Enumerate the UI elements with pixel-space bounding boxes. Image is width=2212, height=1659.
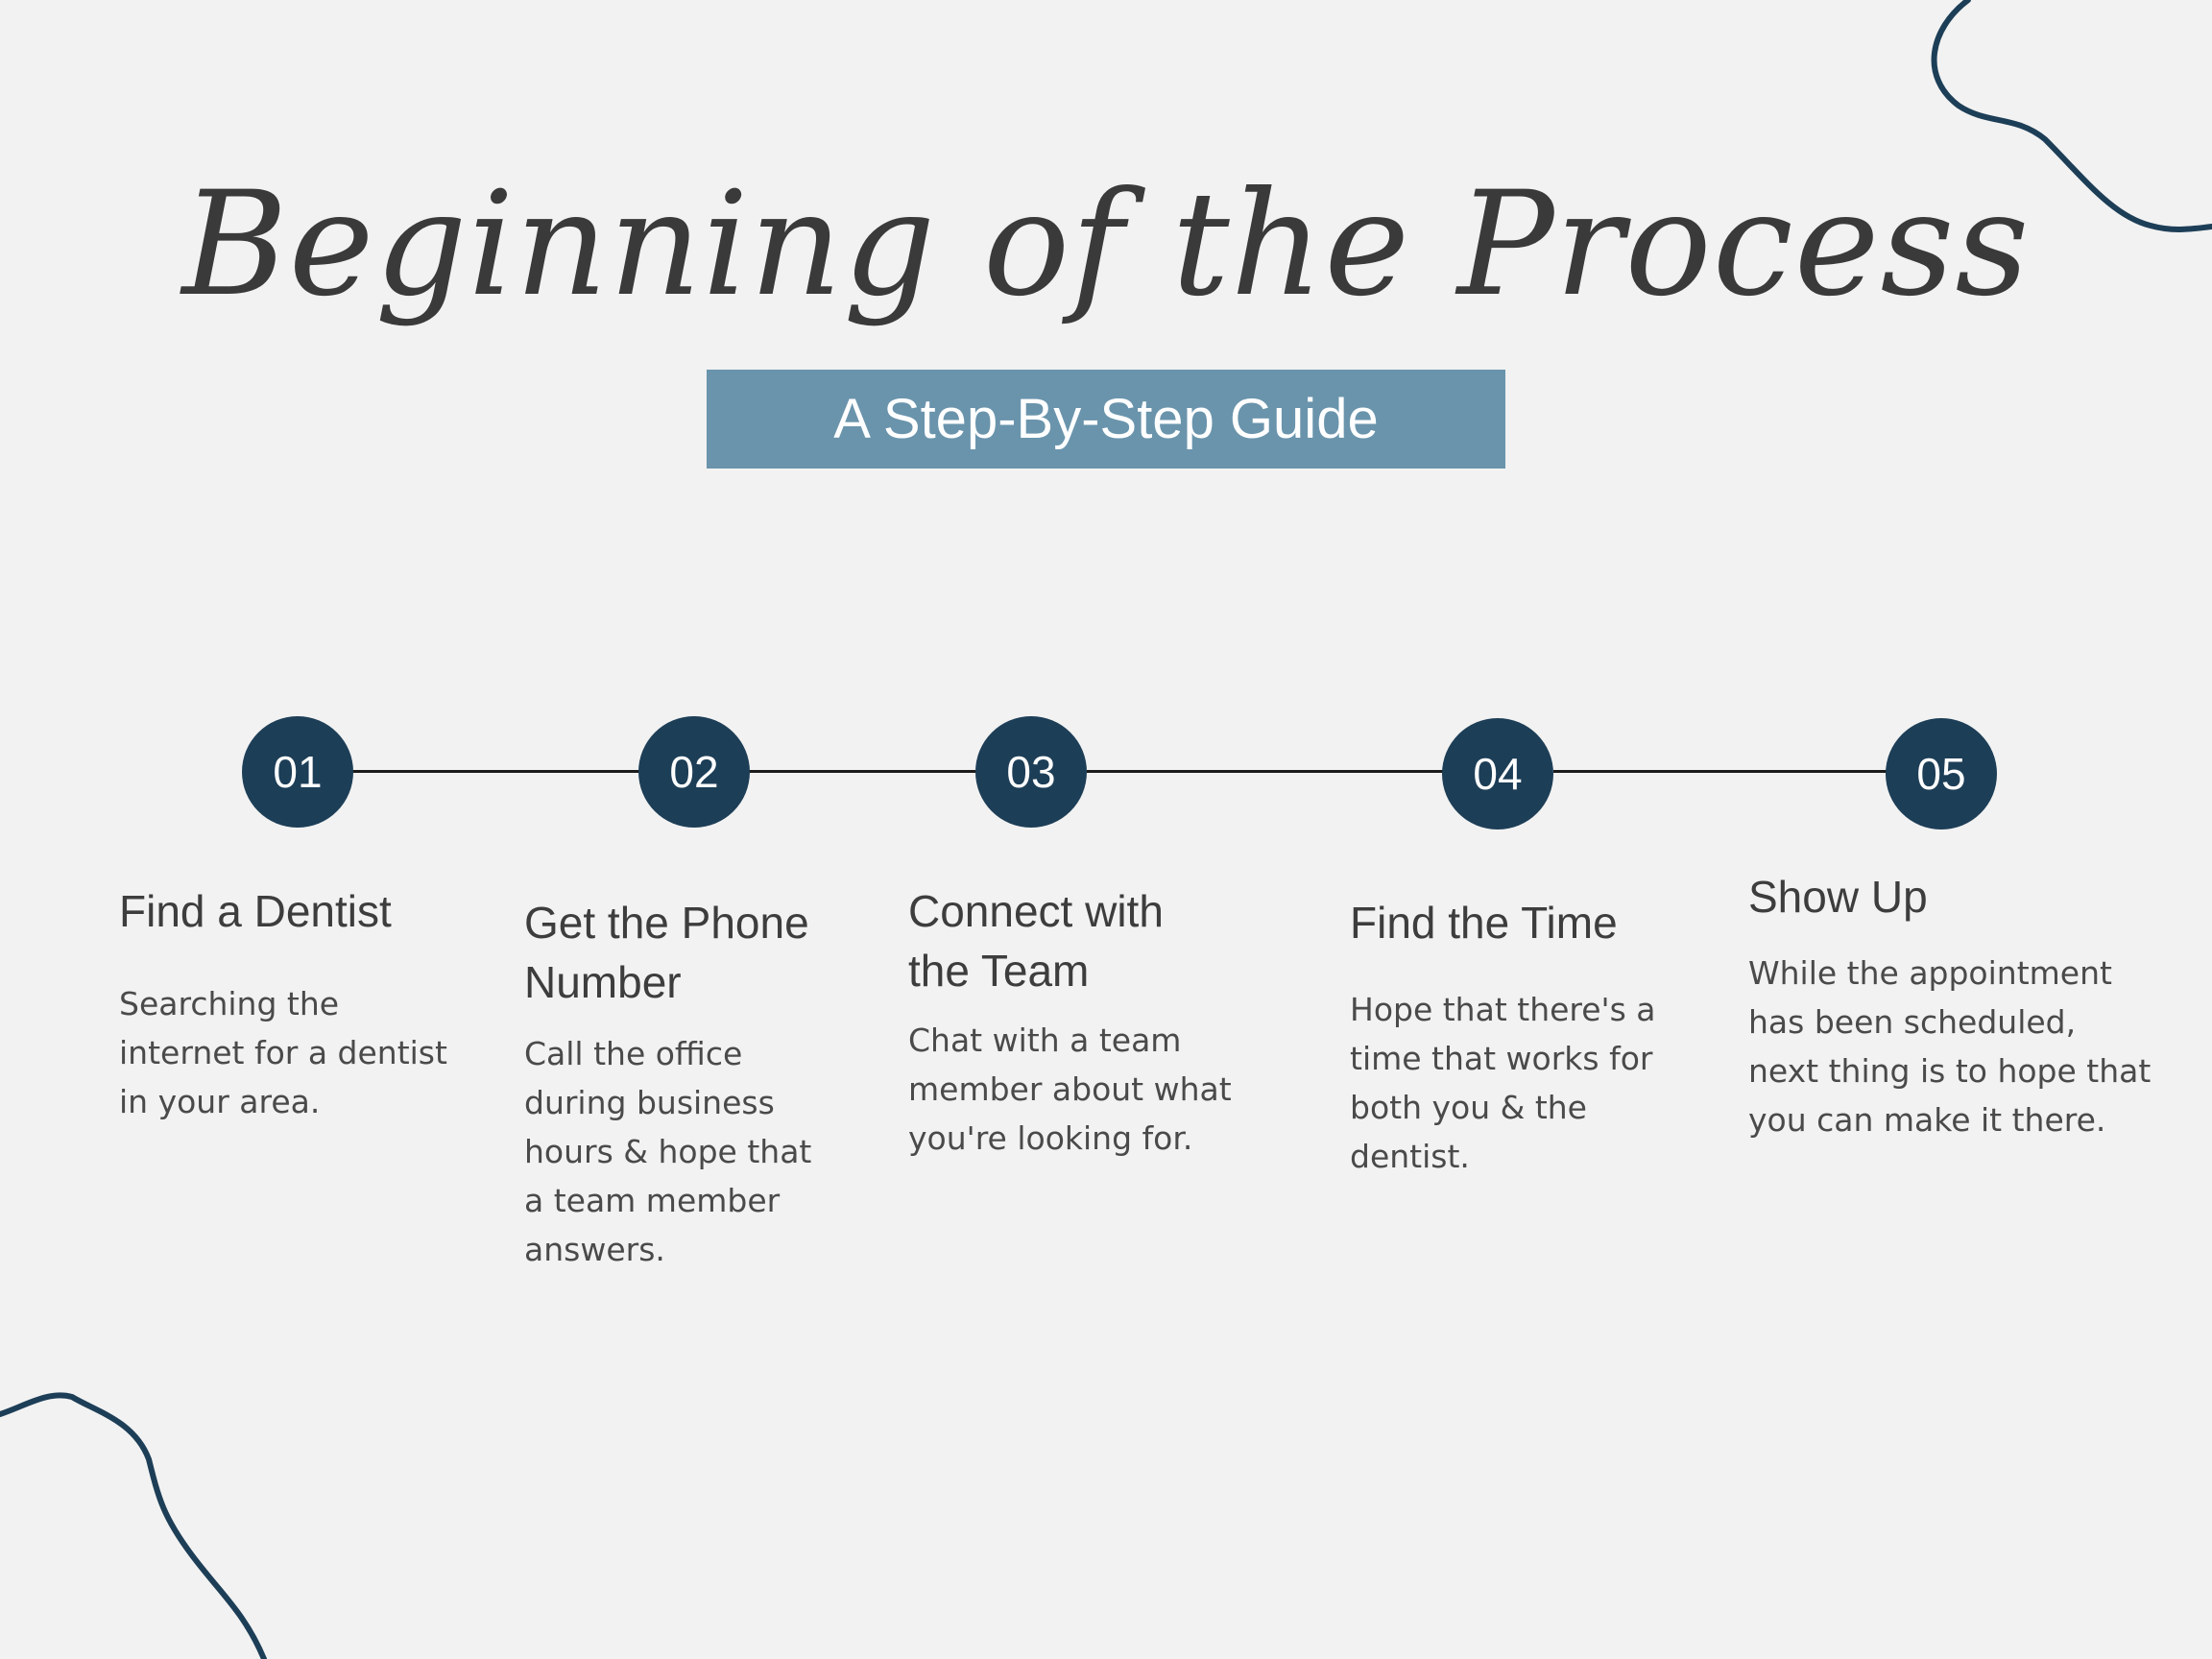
connector-1-2 — [351, 770, 641, 773]
step-number: 03 — [1006, 747, 1056, 797]
step-description: While the appointment has been scheduled, next thing is to hope that you can make it there. — [1748, 954, 2152, 1139]
step-circle-3 — [975, 716, 1087, 828]
connector-3-4 — [1087, 770, 1444, 773]
step-title: Find the Time — [1350, 898, 1618, 948]
step-number: 04 — [1473, 749, 1523, 799]
step-number: 01 — [273, 747, 323, 797]
step-circle-4 — [1442, 718, 1553, 830]
step-number: 02 — [669, 747, 719, 797]
connector-2-3 — [749, 770, 979, 773]
step-description: Hope that there's a time that works for both you & the dentist. — [1350, 991, 1656, 1175]
connector-4-5 — [1553, 770, 1887, 773]
step-description: Searching the internet for a dentist in your area. — [119, 985, 447, 1120]
page-title: Beginning of the Process — [181, 161, 2031, 328]
step-description: Chat with a team member about what you're looking for. — [908, 1022, 1232, 1157]
step-title: Get the Phone Number — [524, 898, 809, 1007]
step-circle-1 — [242, 716, 353, 828]
step-number: 05 — [1916, 749, 1966, 799]
step-circle-2 — [638, 716, 750, 828]
step-title: Find a Dentist — [119, 886, 392, 936]
step-title: Connect with the Team — [908, 886, 1164, 996]
step-description: Call the office during business hours & hope that a team member answers. — [524, 1035, 812, 1268]
step-circle-5 — [1886, 718, 1997, 830]
subtitle: A Step-By-Step Guide — [833, 387, 1379, 450]
step-title: Show Up — [1748, 872, 1928, 922]
